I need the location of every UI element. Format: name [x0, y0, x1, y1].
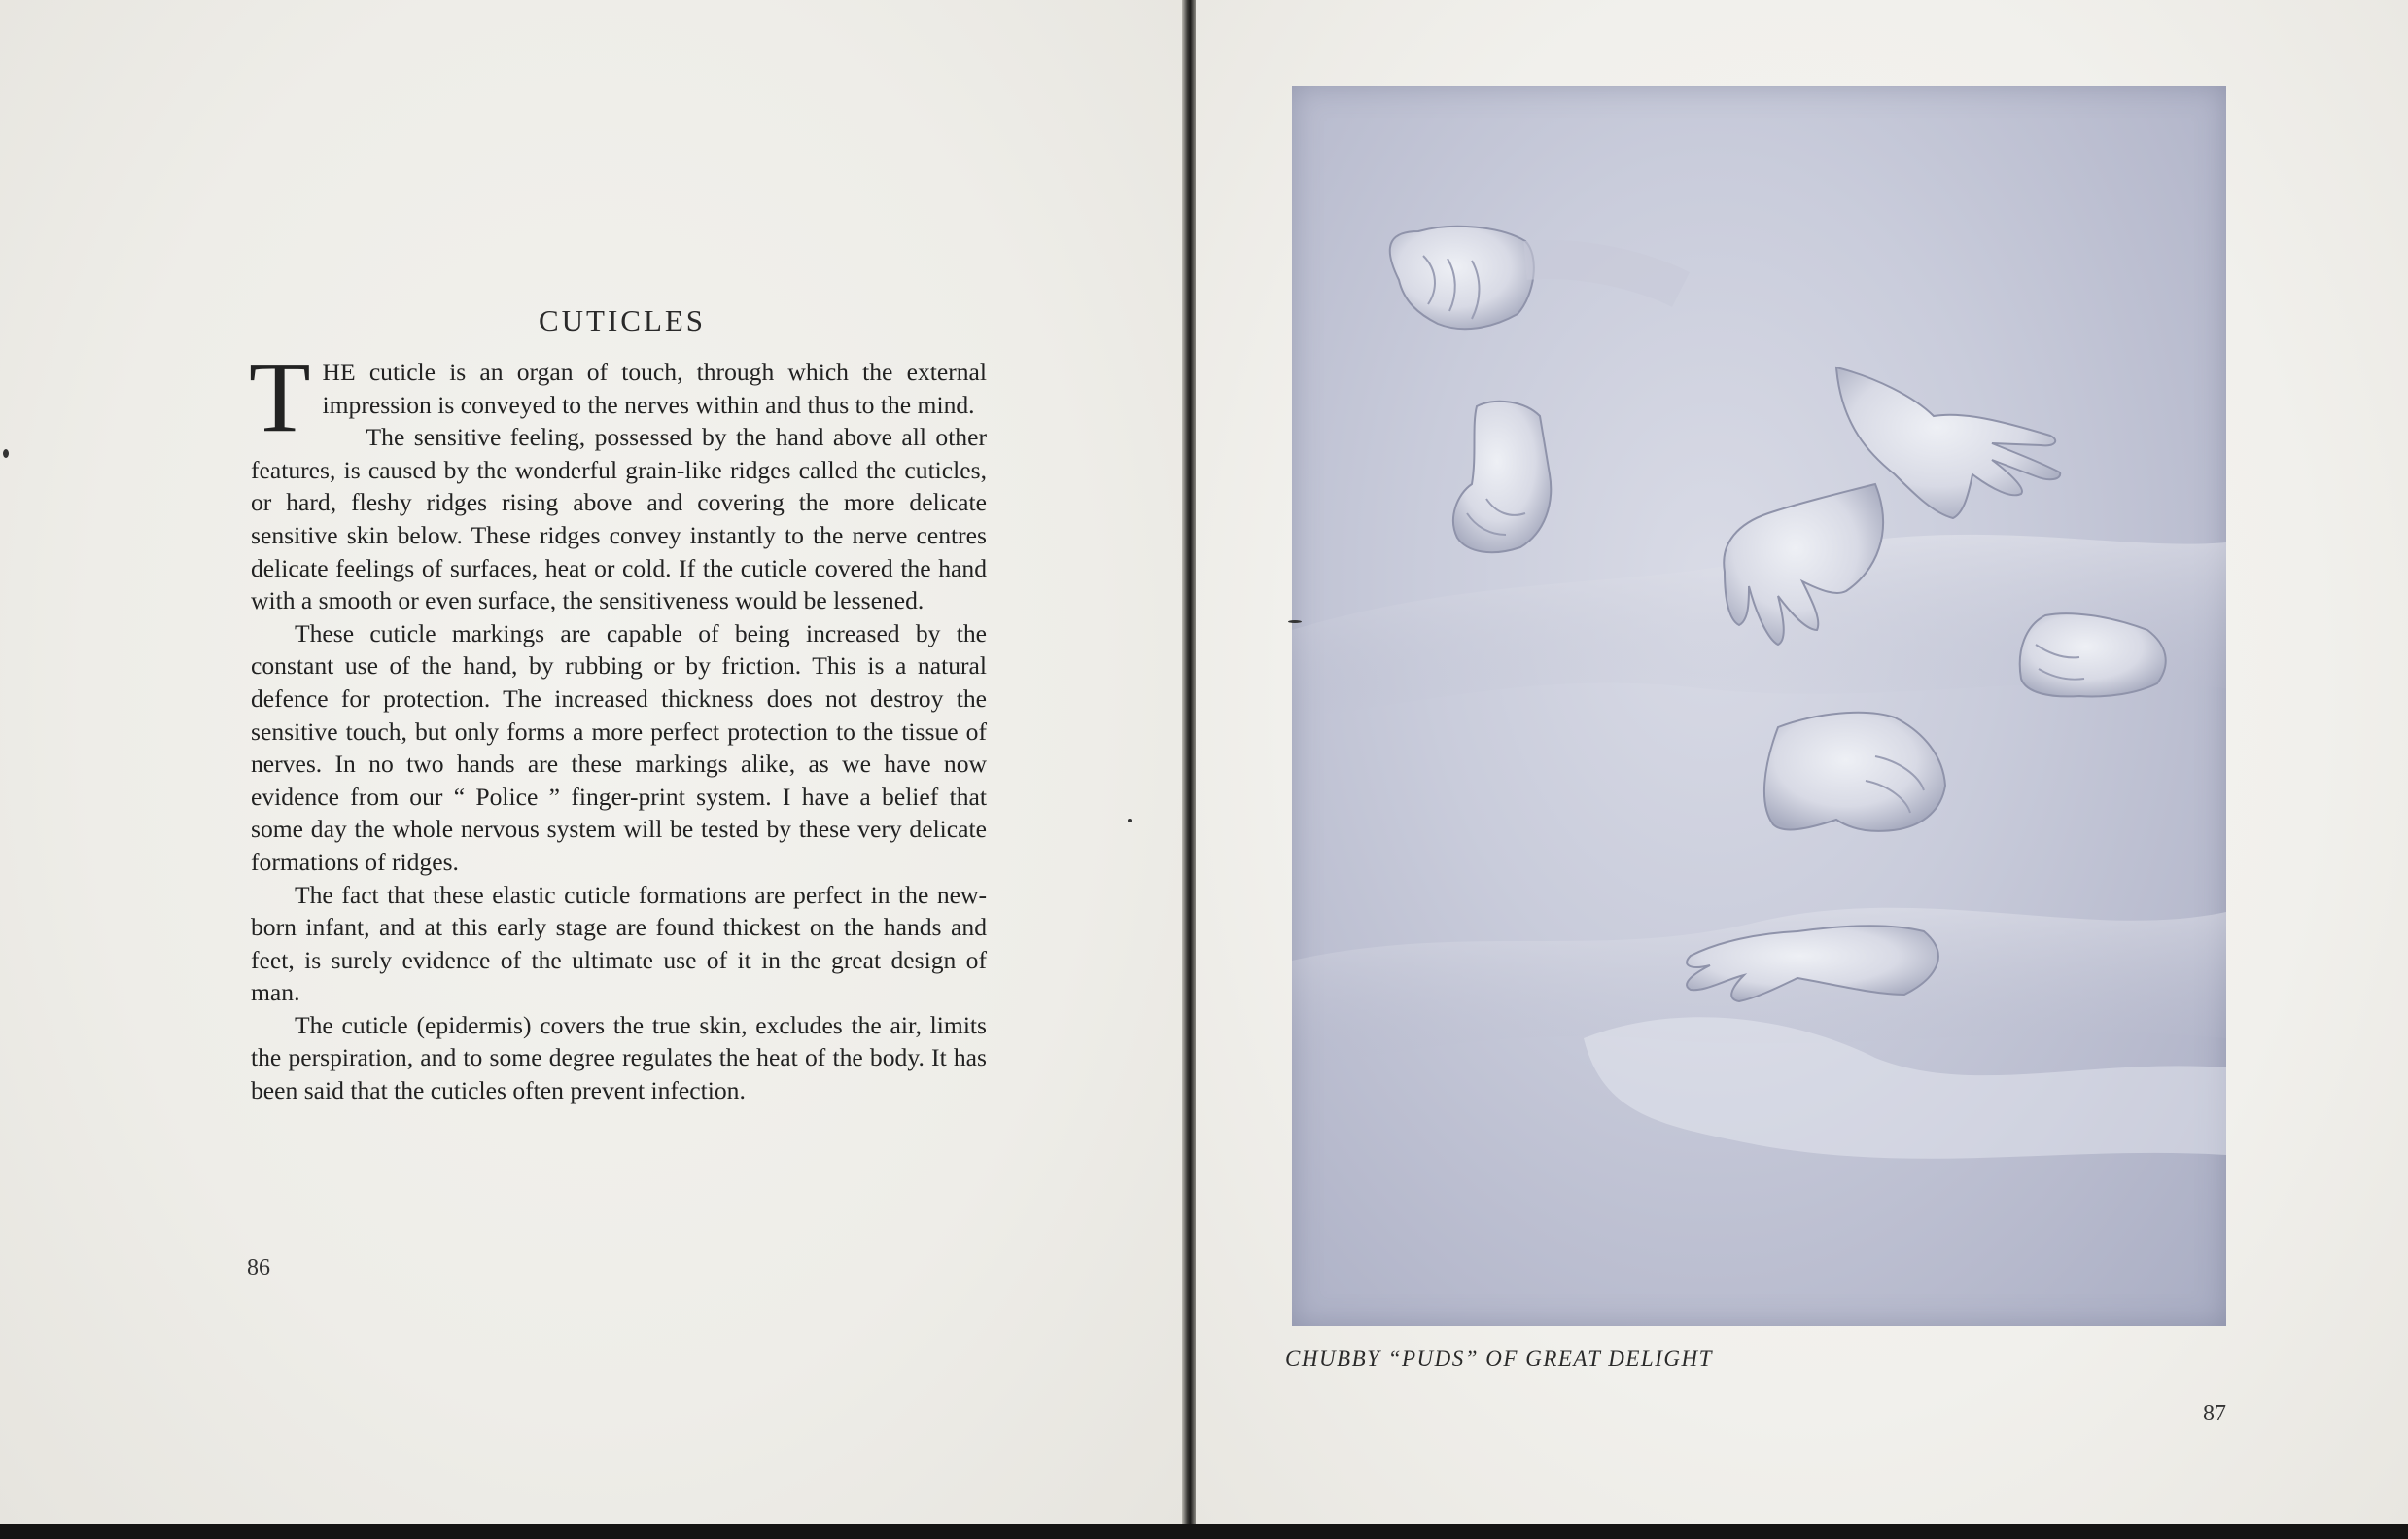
page-speck: [1128, 819, 1132, 822]
paragraph-5: The cuticle (epidermis) covers the true skin, excludes the air, limits the perspiration, and to some degree regulates the heat of the body. It has been said that the cuticles often prevent infection.: [251, 1010, 987, 1105]
drop-cap: T: [249, 341, 311, 453]
paragraph-3: These cuticle markings are capable of being increased by the constant use of the hand, by rubbing or by friction. This is a natural defence for protection. The increased thickness does not destroy the sensitive touch, but only forms a more perfect protection to the tissue of nerves. In no two hands are these markings alike, as we have now evidence from our “ Police ” finger-print system. I have a belief that some day the whole nervous system will be tested by these very delicate formations of ridges.: [251, 618, 987, 876]
book-gutter: [1182, 0, 1196, 1539]
left-page: [0, 0, 1188, 1539]
page-speck: [1288, 620, 1302, 623]
baby-hand-fist-left: [1453, 402, 1551, 552]
paragraph-1: [249, 341, 987, 453]
baby-hand-grasping-center: [1764, 713, 1945, 831]
body-text: [249, 341, 987, 1107]
page-number: 86: [247, 1255, 270, 1280]
paragraph-4: The fact that these elastic cuticle formations are perfect in the new-born infant, and at this early stage are found thickest on the hands and feet, is surely evidence of the ultimate use of it in the great design of man.: [251, 880, 987, 1007]
baby-hands-illustration: [1292, 86, 2226, 1326]
illustration-plate: [1292, 86, 2226, 1326]
plate-caption: CHUBBY “PUDS” OF GREAT DELIGHT: [1285, 1347, 1713, 1371]
book-bottom-edge: [0, 1524, 2408, 1539]
page-title: CUTICLES: [538, 303, 707, 337]
page-number: 87: [2203, 1401, 2226, 1426]
baby-hand-fist-top: [1390, 227, 1681, 329]
paragraph-2: The sensitive feeling, possessed by the hand above all other features, is caused by the wonderful grain-like ridges called the cuticles, or hard, fleshy ridges rising above and covering the more delicate sensitive skin below. These ridges convey instantly to the nerve centres delicate feelings of surfaces, heat or cold. If the cuticle covered the hand with a smooth or even surface, the sensitiveness would be lessened.: [251, 423, 987, 615]
paragraph-1-text: HE cuticle is an organ of touch, through which the external impression is conveyed to the nerves within and thus to the mind.: [322, 358, 987, 419]
page-speck: [3, 449, 9, 458]
